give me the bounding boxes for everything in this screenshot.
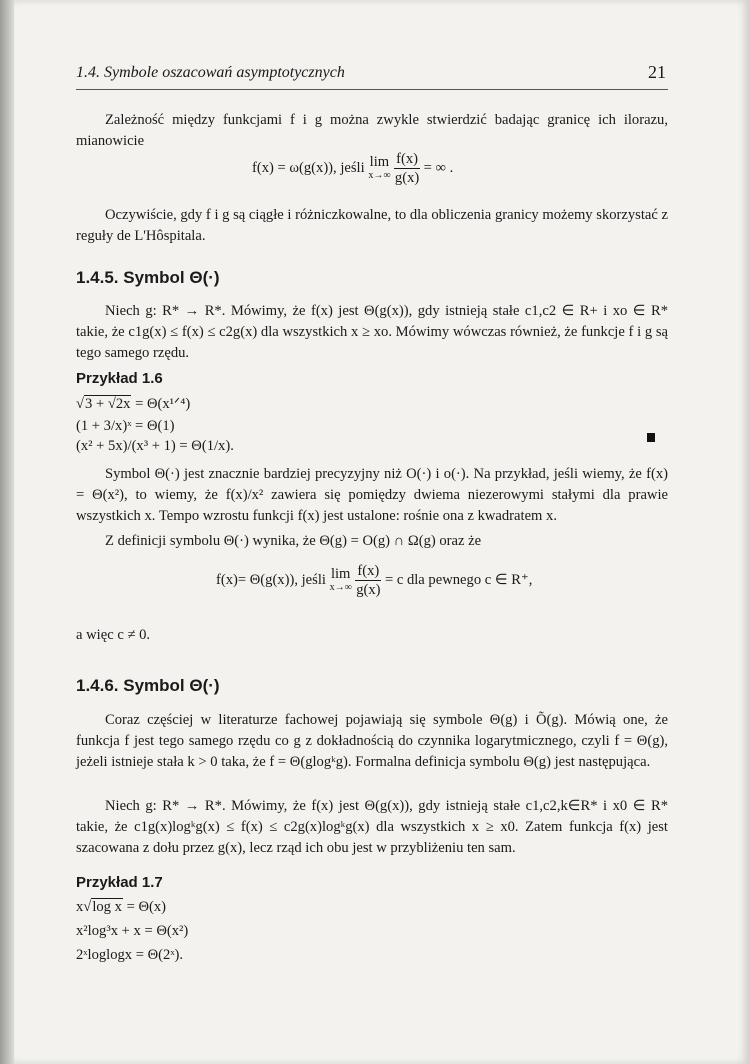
section-heading-1-4-6: 1.4.6. Symbol Θ(·) [76,676,220,695]
paragraph-soft-theta-definition: Niech g: R* → R*. Mówimy, że f(x) jest Θ(g(x)), gdy istnieją stałe c1,c2,k∈R* i x0 ∈ R* takie, że c1g(x)logᵏg(x) ≤ f(x) ≤ c2g(x)logᵏg(x) dla wszystkich x ≥ x0. Zatem funkcja f(x) jest szacowana z dołu przez g(x), lecz rząd ich obu jest w przybliżeniu ten sam. [76,798,668,856]
example-1-7-title: Przykład 1.7 [76,874,163,891]
example-1-7-line-1: x√log x = Θ(x) [76,899,166,915]
paragraph-soft-theta: Coraz częściej w literaturze fachowej pojawiają się symbole Θ(g) i Õ(g). Mówią one, że funkcja f jest tego samego rzędu co g z dokładnością do czynnika logarytmicznego, czyli f = Θ(g), jeżeli istnieje stała k > 0 taka, że f = Θ(glogᵏg). Formalna definicja symbolu Θ(g) jest następująca. [76,712,668,770]
example-1-6-line-2: (1 + 3/x)ˣ = Θ(1) [76,418,175,434]
fraction: $\frac{f(x)}{g(x)}$ [356,563,381,598]
paragraph-theta-precision: Symbol Θ(·) jest znacznie bardziej precyzyjny niż O(·) i o(·). Na przykład, jeśli wiemy, że f(x) = Θ(x²), to wiemy, że f(x)/x² zawiera się pomiędzy dwiema niezerowymi stałymi dla prawie wszystkich x. Tempo wzrostu funkcji f(x) jest ustalone: rośnie ona z kwadratem x. [76,466,668,524]
equation-omega [252,150,453,187]
limit: lim x→∞ [329,565,352,593]
running-title: 1.4. Symbole oszacowań asymptotycznych [76,64,345,81]
paragraph-theta-intersection: Z definicji symbolu Θ(·) wynika, że Θ(g) = O(g) ∩ Ω(g) oraz że [105,533,482,549]
example-1-6-title: Przykład 1.6 [76,370,163,387]
paragraph-lhospital: Oczywiście, gdy f i g są ciągłe i różniczkowalne, to dla obliczenia granicy możemy skorzystać z reguły de L'Hôspitala. [76,207,668,244]
sqrt-content: log x [92,899,122,915]
sqrt-content: 3 + √2x [85,396,131,412]
page-number: 21 [648,62,666,82]
paragraph-theta-definition: Niech g: R* → R*. Mówimy, że f(x) jest Θ(g(x)), gdy istnieją stałe c1,c2 ∈ R+ i xo ∈ R* takie, że c1g(x) ≤ f(x) ≤ c2g(x) dla wszystkich x ≥ xo. Mówimy wówczas również, że funkcje f i g są tego samego rzędu. [76,303,668,361]
equation-theta-limit: f(x)= Θ(g(x)), jeśli lim x→∞ $\frac{f(x)}{g(x)}$ = c dla pewnego c ∈ R⁺, [216,563,533,598]
paragraph-intro: Zależność między funkcjami f i g można zwykle stwierdzić badając granicę ich ilorazu, mianowicie [76,112,668,149]
example-1-6-line-1: √3 + √2x = Θ(x¹ᐟ⁴) [76,396,191,412]
equation-lhs: f(x) = ω(g(x)), jeśli [252,159,365,176]
fraction: $\frac{f(x)}{g(x)}$ [394,151,420,186]
example-1-7-line-3: 2ˣloglogx = Θ(2ˣ). [76,947,184,963]
equation-rhs: = ∞ . [423,159,454,176]
end-of-example-marker [647,433,655,442]
section-heading-1-4-5: 1.4.5. Symbol Θ(·) [76,268,220,287]
example-1-7-line-2: x²log³x + x = Θ(x²) [76,923,189,939]
header-rule [76,89,668,90]
paragraph-c-nonzero: a więc c ≠ 0. [76,627,151,643]
limit: lim x→∞ [368,153,391,181]
example-1-6-line-3: (x² + 5x)/(x³ + 1) = Θ(1/x). [76,438,234,454]
page-edge-shadow [0,0,14,1064]
